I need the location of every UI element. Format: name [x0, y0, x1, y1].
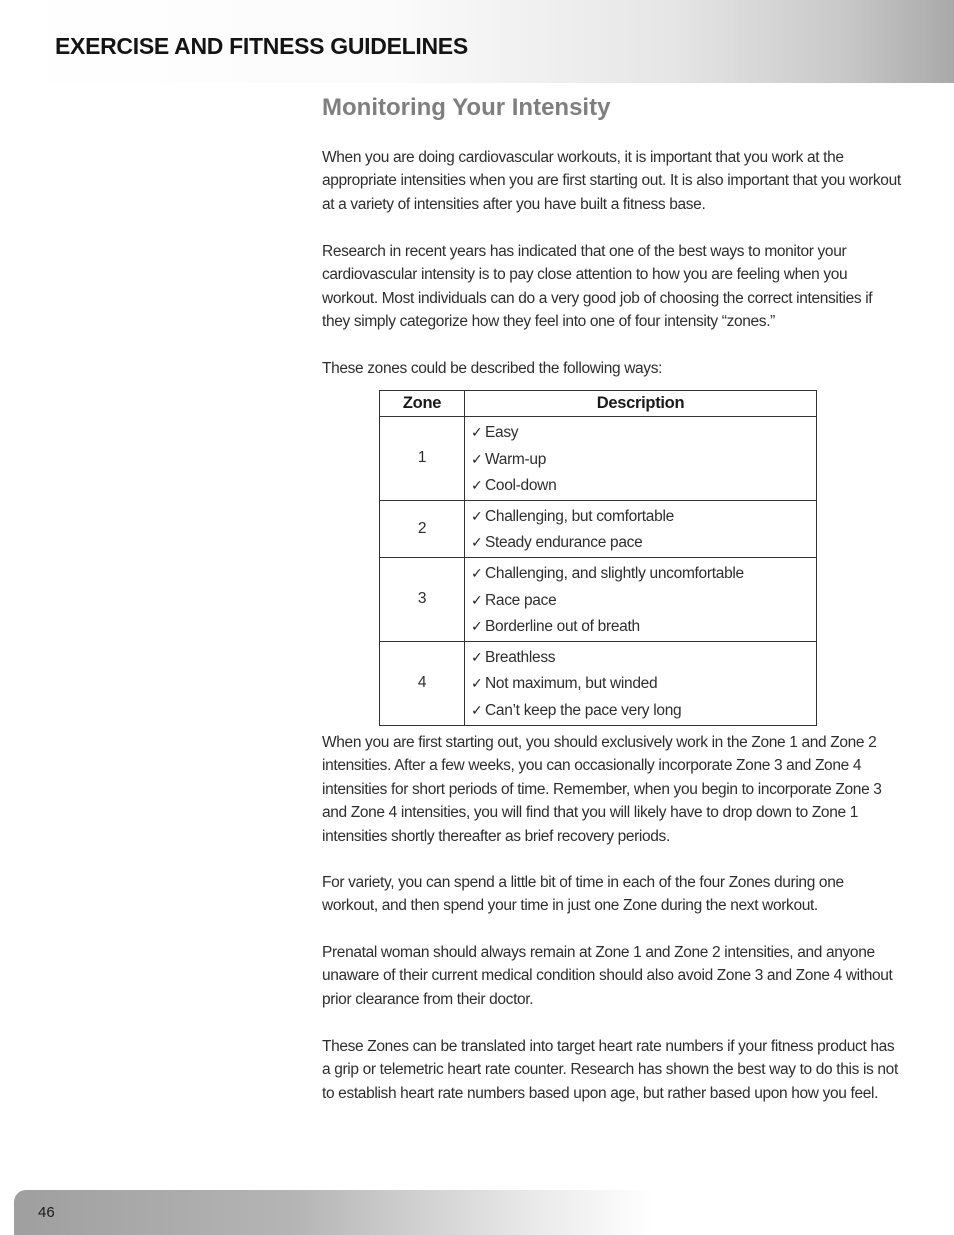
list-item — [471, 613, 816, 640]
table-row — [380, 500, 817, 557]
item-text: Easy — [485, 424, 519, 441]
zone-description — [465, 557, 817, 641]
body-paragraph-2: For variety, you can spend a little bit of time in each of the four Zones during one workout, and then spend your time in just one Zone during the next workout. — [322, 874, 844, 915]
footer-band — [14, 1190, 954, 1235]
checkmark-icon: ✓ — [471, 701, 483, 718]
item-text: Breathless — [485, 648, 556, 666]
checkmark-icon: ✓ — [471, 424, 483, 440]
intro-paragraph-2: Research in recent years has indicated that one of the best ways to monitor your cardiovascular intensity is to pay close attention to how you are feeling when you workout. Most individuals can do a very good job of choosing the correct intensities if they simply categorize how they feel into one of four intensity “zones.” — [322, 243, 873, 331]
list-item — [471, 529, 816, 556]
zone-number: 2 — [380, 500, 465, 557]
checkmark-icon: ✓ — [471, 477, 483, 494]
checkmark-icon: ✓ — [471, 618, 483, 635]
zone-number: 1 — [380, 417, 465, 501]
list-item — [471, 697, 816, 724]
list-item — [471, 587, 816, 614]
zone-description — [465, 417, 817, 501]
checkmark-icon: ✓ — [471, 534, 483, 551]
table-row — [380, 641, 817, 725]
item-text: Can’t keep the pace very long — [485, 701, 682, 719]
page-heading: Monitoring Your Intensity — [322, 94, 611, 121]
intro-paragraph-3: These zones could be described the following ways: — [322, 360, 663, 377]
list-item — [471, 472, 816, 499]
table-header-row — [380, 391, 817, 417]
checkmark-icon: ✓ — [471, 507, 483, 524]
list-item — [471, 446, 816, 473]
checkmark-icon: ✓ — [471, 591, 483, 608]
item-text: Challenging, and slightly uncomfortable — [485, 564, 744, 582]
body-paragraph-1: When you are first starting out, you should exclusively work in the Zone 1 and Zone 2 intensities. After a few weeks, you can occasionally incorporate Zone 3 and Zone 4 intensities for short periods of time. Remember, when you begin to incorporate Zone 3 and Zone 4 intensities, you will find that you will likely have to drop down to Zone 1 intensities shortly thereafter as brief recovery periods. — [322, 734, 882, 845]
zone-number: 3 — [380, 557, 465, 641]
zone-column-header: Zone — [380, 391, 465, 417]
zone-description — [465, 500, 817, 557]
item-text: Cool-down — [485, 477, 557, 495]
item-text: Steady endurance pace — [485, 534, 643, 552]
list-item — [471, 670, 816, 697]
item-text: Race pace — [485, 591, 557, 609]
list-item — [471, 560, 816, 587]
checkmark-icon: ✓ — [471, 648, 483, 665]
zone-description — [465, 641, 817, 725]
body-paragraph-3: Prenatal woman should always remain at Zone 1 and Zone 2 intensities, and anyone unaware of their current medical condition should also avoid Zone 3 and Zone 4 without prior clearance from their doctor. — [322, 944, 893, 1008]
intro-paragraph-1: When you are doing cardiovascular workouts, it is important that you work at the appropriate intensities when you are first starting out. It is also important that you workout at a variety of intensities after you have built a fitness base. — [322, 149, 901, 213]
item-text: Challenging, but comfortable — [485, 507, 674, 525]
item-text: Warm-up — [485, 450, 547, 468]
intensity-zones-table — [379, 390, 817, 726]
table-row — [380, 417, 817, 501]
checkmark-icon: ✓ — [471, 564, 483, 581]
table-row — [380, 557, 817, 641]
list-item — [471, 644, 816, 671]
list-item — [471, 419, 816, 446]
list-item — [471, 503, 816, 530]
section-title: EXERCISE AND FITNESS GUIDELINES — [55, 33, 468, 59]
page-number: 46 — [38, 1204, 55, 1221]
checkmark-icon: ✓ — [471, 675, 483, 692]
item-text: Borderline out of breath — [485, 618, 640, 636]
body-paragraph-4: These Zones can be translated into target heart rate numbers if your fitness product has a grip or telemetric heart rate counter. Research has shown the best way to do this is not to establish heart rate numbers based upon age, but rather based upon how you feel. — [322, 1038, 898, 1102]
item-text: Not maximum, but winded — [485, 675, 658, 693]
description-column-header: Description — [465, 391, 817, 417]
checkmark-icon: ✓ — [471, 450, 483, 467]
zone-number: 4 — [380, 641, 465, 725]
